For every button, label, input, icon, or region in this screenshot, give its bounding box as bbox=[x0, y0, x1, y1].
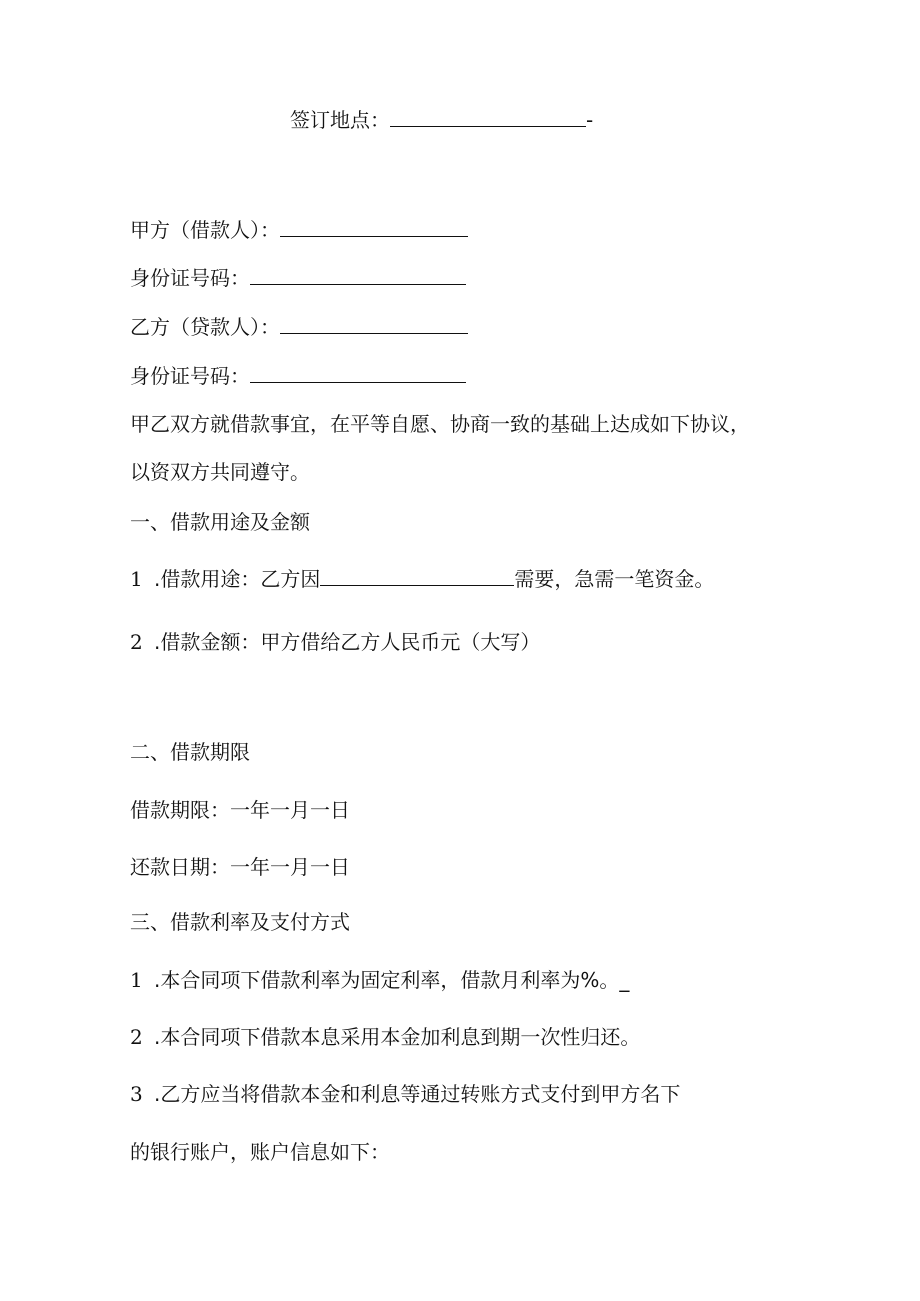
section-1-item-1 bbox=[130, 565, 714, 593]
payment-transfer-text: .乙方应当将借款本金和利息等通过转账方式支付到甲方名下 bbox=[154, 1082, 681, 1106]
party-a-id-label: 身份证号码： bbox=[130, 266, 250, 290]
party-b-id-label: 身份证号码： bbox=[130, 364, 250, 388]
section-3-item-3-continued: 的银行账户，账户信息如下： bbox=[130, 1140, 390, 1164]
party-a-id-line bbox=[130, 264, 466, 292]
signing-location-tail: - bbox=[586, 108, 594, 132]
party-b-line bbox=[130, 313, 468, 341]
repayment-date-line: 还款日期：一年一月一日 bbox=[130, 855, 350, 879]
signing-location-line bbox=[290, 106, 593, 134]
item-number: 1 bbox=[130, 567, 143, 591]
section-1-heading: 一、借款用途及金额 bbox=[130, 510, 310, 534]
repayment-method-text: .本合同项下借款本息采用本金加利息到期一次性归还。 bbox=[154, 1025, 641, 1049]
intro-line-1: 甲乙双方就借款事宜，在平等自愿、协商一致的基础上达成如下协议， bbox=[130, 412, 750, 436]
item-number: 2 bbox=[130, 1025, 143, 1049]
signing-location-blank bbox=[390, 106, 586, 127]
party-b-label: 乙方（贷款人）： bbox=[130, 315, 280, 339]
section-3-item-3 bbox=[130, 1080, 680, 1108]
section-3-heading: 三、借款利率及支付方式 bbox=[130, 910, 350, 934]
party-a-line bbox=[130, 216, 468, 244]
party-a-id-blank bbox=[250, 264, 466, 285]
section-2-heading: 二、借款期限 bbox=[130, 740, 250, 764]
section-3-item-2 bbox=[130, 1023, 640, 1051]
intro-line-2: 以资双方共同遵守。 bbox=[130, 460, 310, 484]
party-a-label: 甲方（借款人）： bbox=[130, 218, 280, 242]
item-number: 3 bbox=[130, 1082, 143, 1106]
section-3-item-1 bbox=[130, 966, 629, 994]
party-b-blank bbox=[280, 313, 468, 334]
party-b-id-line bbox=[130, 362, 466, 390]
purpose-label: .借款用途：乙方因 bbox=[154, 567, 321, 591]
party-a-blank bbox=[280, 216, 468, 237]
interest-rate-text: .本合同项下借款利率为固定利率，借款月利率为%。_ bbox=[154, 968, 630, 992]
loan-term-line: 借款期限：一年一月一日 bbox=[130, 798, 350, 822]
signing-location-label: 签订地点： bbox=[290, 108, 390, 132]
party-b-id-blank bbox=[250, 362, 466, 383]
item-number: 2 bbox=[130, 630, 143, 654]
purpose-tail: 需要，急需一笔资金。 bbox=[514, 567, 715, 591]
item-number: 1 bbox=[130, 968, 143, 992]
amount-text: .借款金额：甲方借给乙方人民币元（大写） bbox=[154, 630, 541, 654]
section-1-item-2 bbox=[130, 628, 540, 656]
purpose-blank bbox=[320, 565, 514, 586]
